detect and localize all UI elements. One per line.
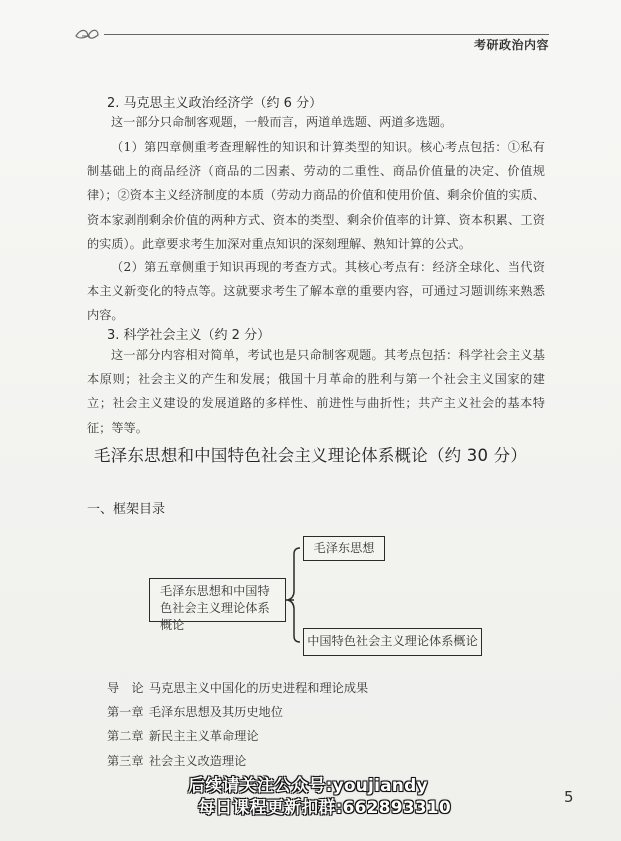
paragraph-intro: 这一部分只命制客观题，一般而言，两道单选题、两道多选题。 (111, 115, 453, 129)
toc-title: 马克思主义中国化的历史进程和理论成果 (148, 681, 369, 695)
promo-line-group: 每日课程更新扣群:662893310 (198, 798, 451, 818)
paragraph-chapter-five: （2）第五章侧重于知识再现的考查方式。其核心考点有：经济全球化、当代资本主义新变化的特点等。这就要求考生了解本章的重要内容，可通过习题训练来熟悉内容。 (87, 260, 545, 323)
section-heading-political-economy: 2. 马克思主义政治经济学（约 6 分） (107, 96, 323, 111)
header-rule (104, 34, 549, 35)
chapter-heading: 毛泽东思想和中国特色社会主义理论体系概论（约 30 分） (93, 446, 528, 465)
paragraph-chapter-four: （1）第四章侧重考查理解性的知识和计算类型的知识。核心考点包括：①私有制基础上的商品经济（商品的二因素、劳动的二重性、商品价值量的决定、价值规律）；②资本主义经济制度的本质（劳动力商品的价值和使用价值、剩余价值的实质、资本家剥削剩余价值的两种方式、资本的类型、剩余价值率的计算、资本积累、工资的实质）。此章要求考生加深对重点知识的深刻理解、熟知计算的公式。 (87, 140, 545, 251)
toc-label: 第二章 (107, 729, 144, 744)
section-heading-scientific-socialism: 3. 科学社会主义（约 2 分） (107, 328, 271, 343)
promo-watermark-text (188, 775, 488, 819)
chapter-list (107, 676, 487, 773)
page-number: 5 (564, 788, 574, 806)
toc-item-introduction (107, 676, 487, 700)
promo-line-wechat: 后续请关注公众号:youjiandy (188, 776, 428, 796)
toc-label: 导 论 (107, 681, 144, 695)
toc-item-chapter-two (107, 724, 487, 748)
toc-title: 新民主主义革命理论 (148, 729, 259, 744)
brace-connector (288, 548, 300, 642)
toc-item-chapter-three (107, 749, 487, 773)
leaf-ornament-icon (74, 26, 100, 42)
box-main-course: 毛泽东思想和中国特色社会主义理论体系概论 (149, 578, 286, 622)
box-socialism-theory: 中国特色社会主义理论体系概论 (303, 628, 482, 656)
toc-item-chapter-one (107, 700, 487, 724)
paragraph-scientific-socialism: 这一部分内容相对简单，考试也是只命制客观题。其考点包括：科学社会主义基本原则；社会主义的产生和发展；俄国十月革命的胜利与第一个社会主义国家的建立；社会主义建设的发展道路的多样性、前进性与曲折性；共产主义社会的基本特征；等等。 (87, 348, 545, 435)
box-mao-thought: 毛泽东思想 (303, 536, 385, 561)
toc-title: 毛泽东思想及其历史地位 (148, 705, 283, 720)
toc-label: 第三章 (107, 753, 144, 768)
toc-label: 第一章 (107, 705, 144, 720)
framework-subheading: 一、框架目录 (87, 502, 166, 517)
toc-title: 社会主义改造理论 (148, 753, 247, 768)
running-header: 考研政治内容 (473, 38, 549, 52)
